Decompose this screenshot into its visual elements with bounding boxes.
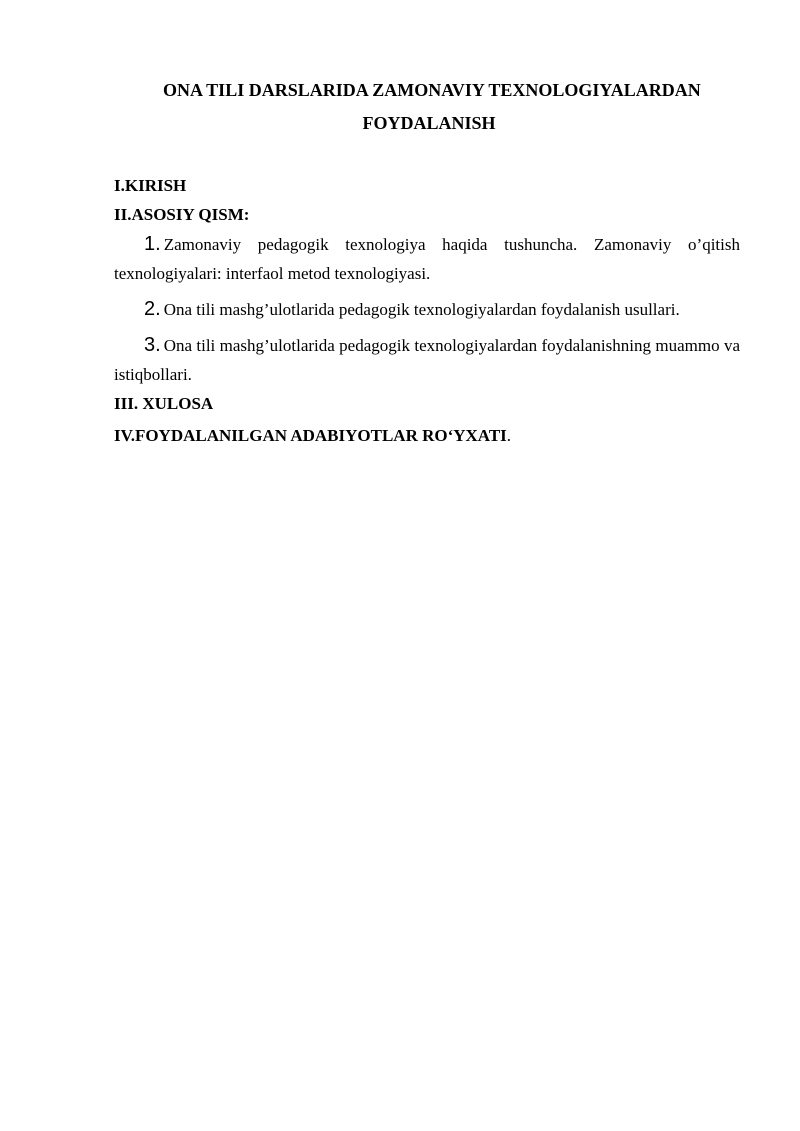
document-title-line-1: ONA TILI DARSLARIDA ZAMONAVIY TEXNOLOGIYALARDAN	[163, 80, 701, 100]
document-title-line-2: FOYDALANISH	[362, 113, 496, 133]
section-heading-intro: I.KIRISH	[114, 176, 187, 195]
document-outline	[114, 171, 740, 450]
section-heading-conclusion: III. XULOSA	[114, 394, 214, 413]
outline-item-3	[114, 331, 740, 389]
outline-item-number: 3.	[144, 334, 161, 356]
outline-item-number: 1.	[144, 233, 161, 255]
outline-item-text: Zamonaviy pedagogik texnologiya haqida tushuncha. Zamonaviy o’qitish texnologiyalari: interfaol metod texnologiyasi.	[114, 235, 740, 283]
outline-item-number: 2.	[144, 298, 161, 320]
references-heading-period: .	[506, 426, 512, 445]
outline-item-1	[114, 230, 740, 288]
outline-item-2	[114, 295, 740, 324]
outline-item-text: Ona tili mashg’ulotlarida pedagogik texnologiyalardan foydalanish usullari.	[163, 300, 680, 319]
document-title	[114, 74, 740, 140]
section-heading-references	[114, 421, 740, 450]
references-heading-text: IV.FOYDALANILGAN ADABIYOTLAR RO‘YXATI	[114, 426, 507, 445]
outline-item-text: Ona tili mashg’ulotlarida pedagogik texnologiyalardan foydalanishning muammo va istiqbollari.	[114, 336, 740, 384]
section-heading-main: II.ASOSIY QISM:	[114, 205, 250, 224]
